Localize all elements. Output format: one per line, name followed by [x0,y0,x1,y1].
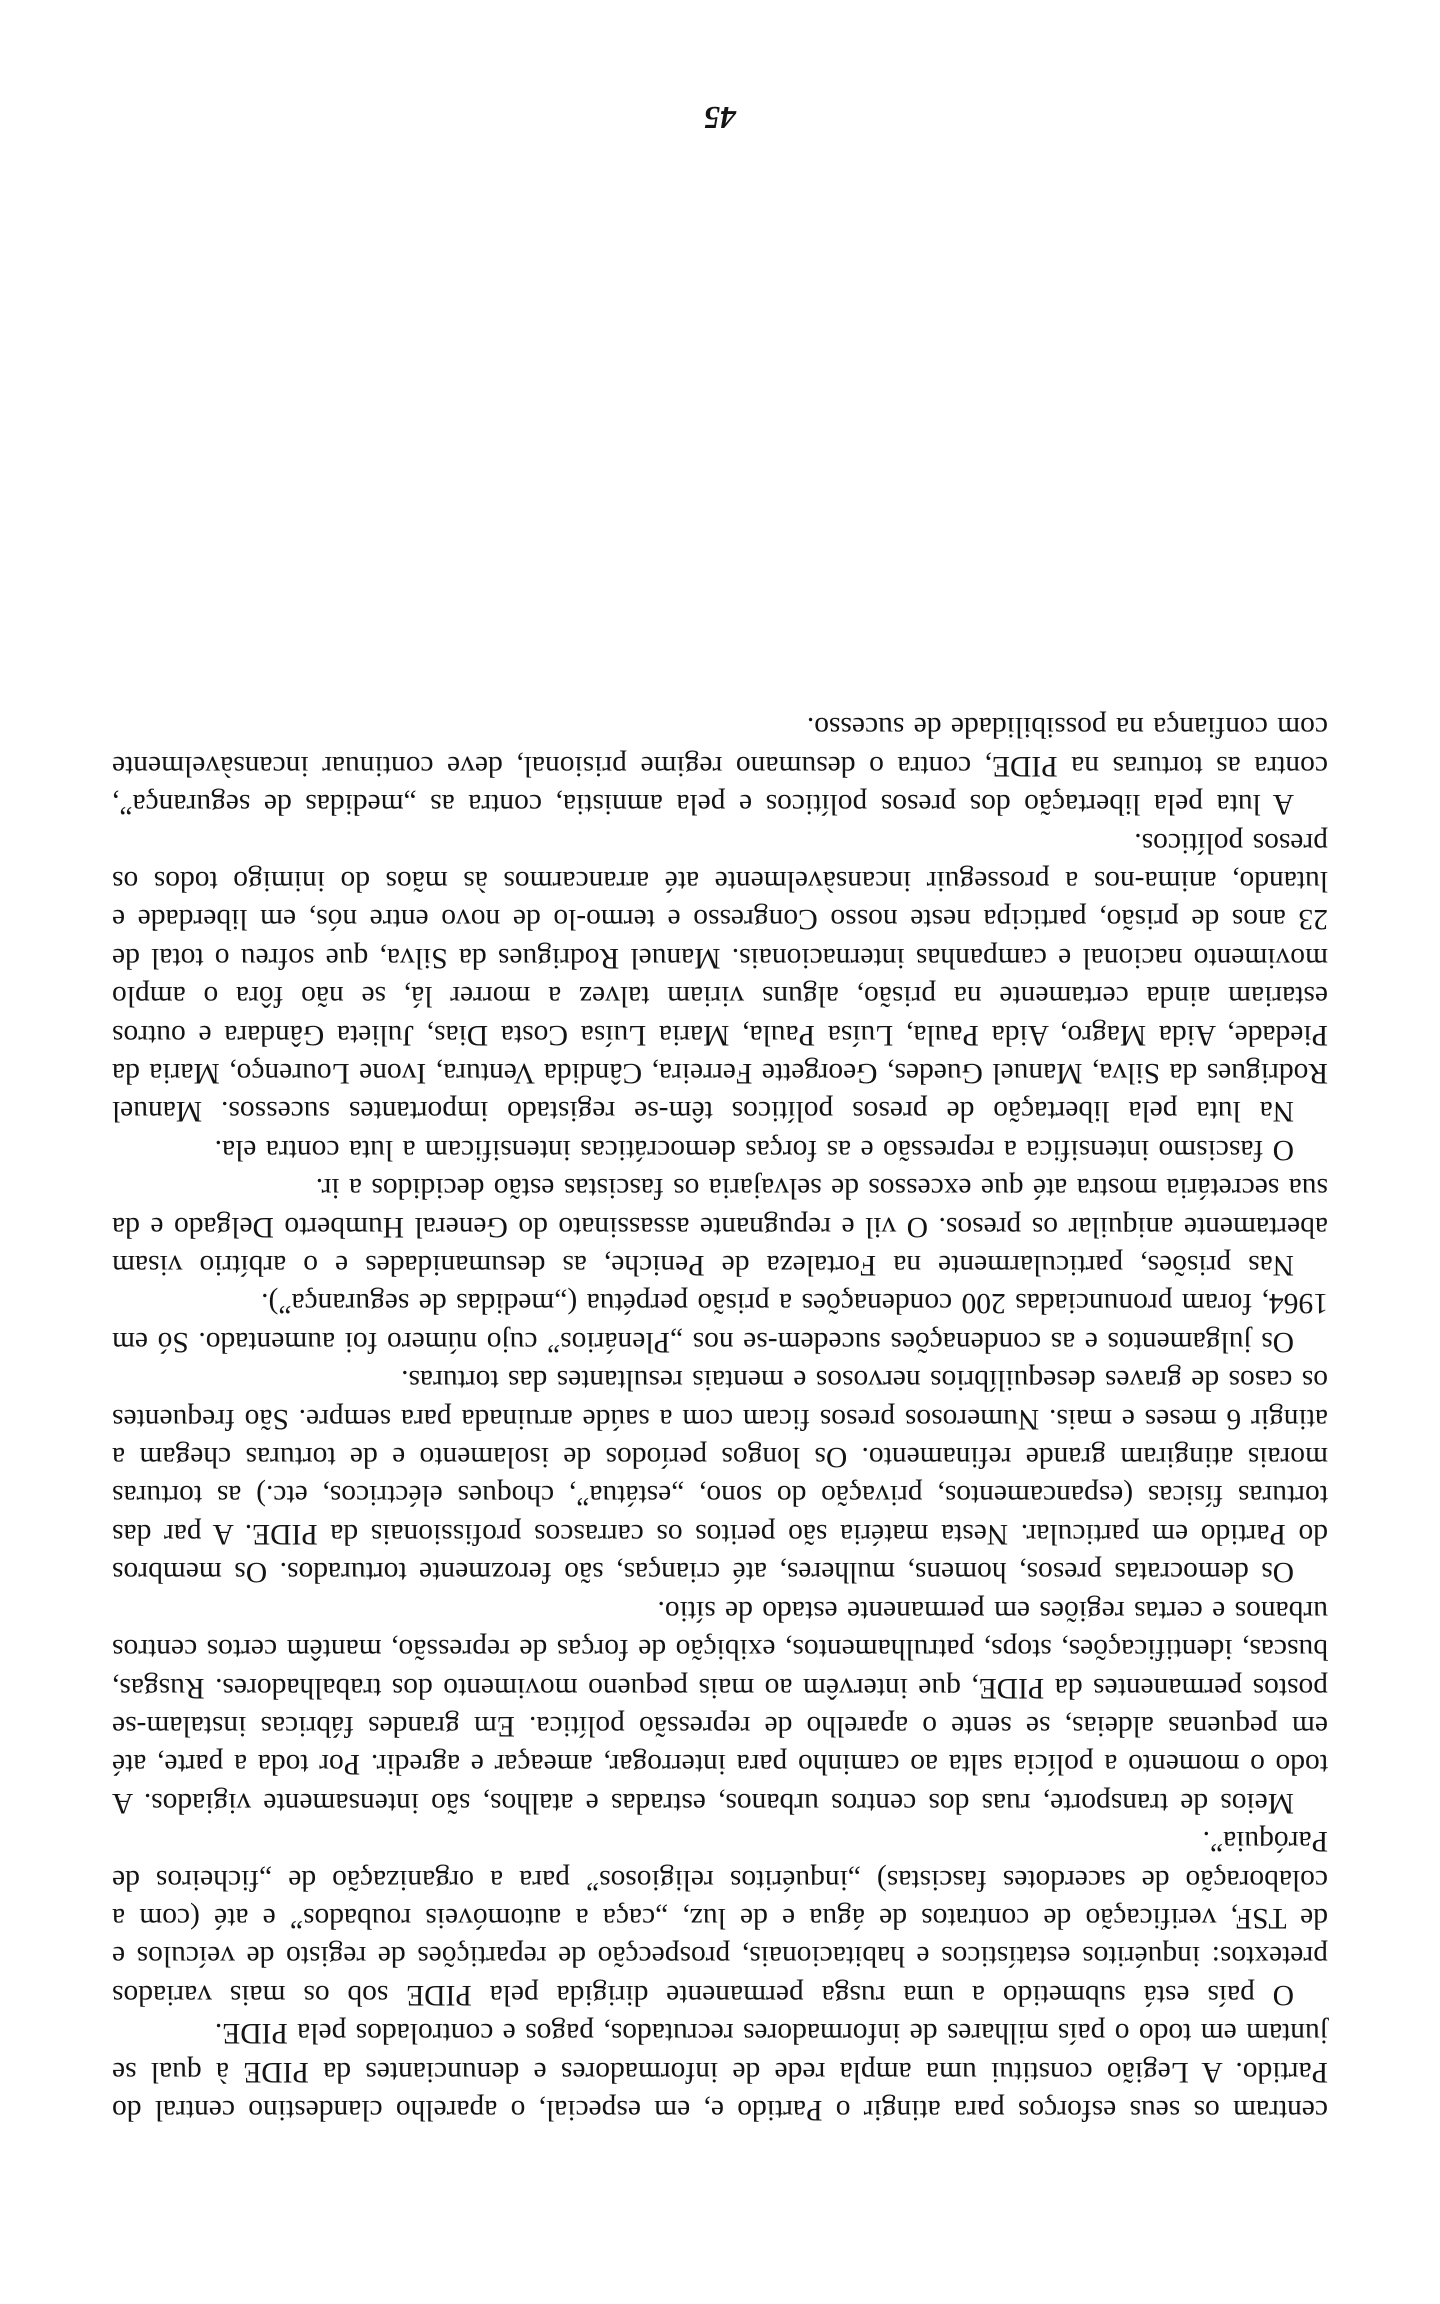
body-text [112,708,1328,2129]
paragraph: O fascismo intensifica a repressão e as forças democráticas intensificam a luta contra ela. [214,1133,1294,1166]
paragraph: A luta pela libertação dos presos políticos e pela amnistia, contra as „medidas de segurança”, contra as torturas na PIDE, contra o desumano regime prisional, deve continuar incansàvelmente com confiança na possibilidade de sucesso. [112,711,1328,821]
paragraph: centram os seus esforços para atingir o Partido e, em especial, o aparelho clandestino central do Partido. A Legião constitui uma ampla rede de informadores e denunciantes da PIDE à qual se juntam em todo o país milhares de informadores recrutados, pagos e controlados pela PIDE. [112,2017,1328,2126]
page-number: 45 [704,100,736,136]
paragraph: Meios de transporte, ruas dos centros urbanos, estradas e atalhos, são intensamente vigiados. A todo o momento a polícia salta ao caminho para interrogar, ameaçar e agredir. Por toda a parte, até em pequenas aldeias, se sente o aparelho de repressão política. Em grandes fábricas instalam-se postos permanentes da PIDE, que intervêm ao mais pequeno movimento dos trabalhadores. Rusgas, buscas, identificações, stops, patrulhamentos, exibição de forças de repressão, mantêm certos centros urbanos e certas regiões em permanente estado de sítio. [112,1594,1328,1819]
paragraph: Os julgamentos e as condenações sucedem-se nos „Plenários” cujo número foi aumentado. Só em 1964, foram pronunciadas 200 condenações a prisão perpétua („medidas de segurança”). [112,1287,1328,1358]
paragraph: O país está submetido a uma rusga permanente dirigida pela PIDE sob os mais variados pretextos: inquéritos estatísticos e habitacionais, prospecção de repartições de registo de veículos e de TSF, verificação de contratos de água e de luz, „caça a automóveis roubados” e até (com a colaboração de sacerdotes fascistas) „inquéritos religiosos” para a organização de „ficheiros de Paróquia”. [112,1825,1328,2011]
paragraph: Na luta pela libertação de presos políticos têm-se registado importantes sucessos. Manuel Rodrigues da Silva, Manuel Guedes, Georgette Ferreira, Cândida Ventura, Ivone Lourenço, Maria da Piedade, Aida Magro, Aida Paula, Luísa Paula, Maria Luísa Costa Dias, Julieta Gândara e outros estariam ainda certamente na prisão, alguns viriam talvez a morrer lá, se não fôra o amplo movimento nacional e campanhas internacionais. Manuel Rodrigues da Silva, que sofreu o total de 23 anos de prisão, participa neste nosso Congresso e termo-lo de novo entre nós, em liberdade e lutando, anima-nos a prosseguir incansàvelmente até arrancarmos às mãos do inimigo todos os presos políticos. [112,826,1328,1128]
paragraph: Nas prisões, particularmente na Fortaleza de Peniche, as desumanidades e o arbítrio visam abertamente aniquilar os presos. O vil e repugnante assassinato do General Humberto Delgado e da sua secretária mostra até que excessos de selvajaria os fascistas estão decididos a ir. [112,1172,1328,1282]
paragraph: Os democratas presos, homens, mulheres, até crianças, são ferozmente torturados. Os membros do Partido em particular. Nesta matéria são peritos os carrascos profissionais da PIDE. A par das torturas físicas (espancamentos, privação do sono, „estátua”, choques eléctricos, etc.) as torturas morais atingiram grande refinamento. Os longos períodos de isolamento e de torturas chegam a atingir 6 meses e mais. Numerosos presos ficam com a saúde arruinada para sempre. São frequentes os casos de graves desequilíbrios nervosos e mentais resultantes das torturas. [112,1364,1328,1589]
